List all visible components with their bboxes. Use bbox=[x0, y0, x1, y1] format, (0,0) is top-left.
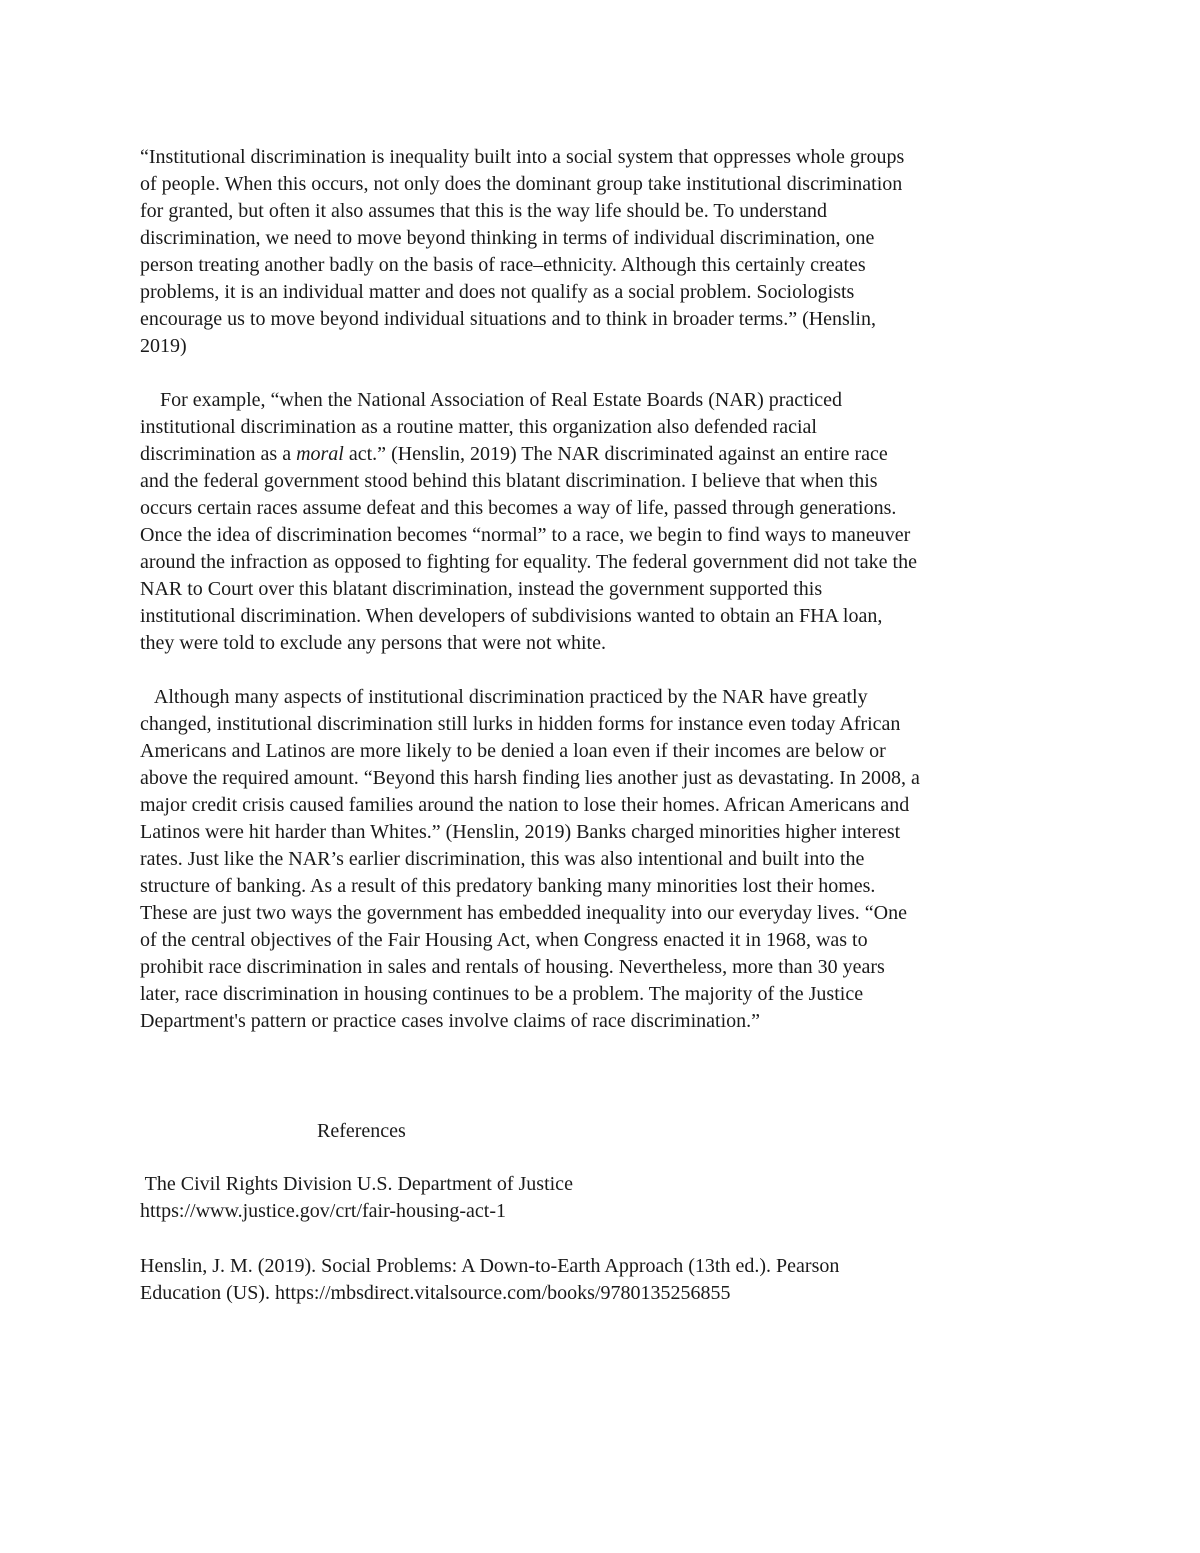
paragraph-line: around the infraction as opposed to fighting for equality. The federal government did not take the bbox=[140, 551, 917, 573]
paragraph-line: rates. Just like the NAR’s earlier discrimination, this was also intentional and built into the bbox=[140, 848, 865, 870]
reference-url[interactable]: https://www.justice.gov/crt/fair-housing-act-1 bbox=[140, 1200, 506, 1222]
paragraph-line: Department's pattern or practice cases involve claims of race discrimination.” bbox=[140, 1010, 761, 1032]
paragraph-line: later, race discrimination in housing continues to be a problem. The majority of the Justice bbox=[140, 983, 864, 1005]
paragraph-line: person treating another badly on the basis of race–ethnicity. Although this certainly creates bbox=[140, 254, 866, 276]
paragraph-line: problems, it is an individual matter and does not qualify as a social problem. Sociologists bbox=[140, 281, 855, 303]
text-segment: discrimination as a bbox=[140, 443, 297, 465]
reference-line: The Civil Rights Division U.S. Department of Justice bbox=[140, 1173, 573, 1195]
paragraph-line: major credit crisis caused families around the nation to lose their homes. African Americans and bbox=[140, 794, 910, 816]
paragraph-line: encourage us to move beyond individual situations and to think in broader terms.” (Henslin, bbox=[140, 308, 876, 330]
italic-word: moral bbox=[296, 443, 344, 465]
reference-line-with-url[interactable]: Education (US). https://mbsdirect.vitalsource.com/books/9780135256855 bbox=[140, 1282, 731, 1304]
paragraph-line: changed, institutional discrimination still lurks in hidden forms for instance even today African bbox=[140, 713, 901, 735]
reference-line: Henslin, J. M. (2019). Social Problems: A Down-to-Earth Approach (13th ed.). Pearson bbox=[140, 1255, 840, 1277]
paragraph-hidden-discrimination bbox=[140, 684, 1062, 1035]
paragraph-institutional-definition bbox=[140, 144, 1062, 360]
references-heading: References bbox=[317, 1120, 406, 1142]
paragraph-line bbox=[140, 441, 1062, 468]
paragraph-line: These are just two ways the government has embedded inequality into our everyday lives. “One bbox=[140, 902, 907, 924]
paragraph-line: structure of banking. As a result of this predatory banking many minorities lost their homes. bbox=[140, 875, 876, 897]
paragraph-line: Americans and Latinos are more likely to be denied a loan even if their incomes are below or bbox=[140, 740, 886, 762]
text-segment: act.” (Henslin, 2019) The NAR discriminated against an entire race bbox=[343, 443, 888, 465]
paragraph-line: above the required amount. “Beyond this harsh finding lies another just as devastating. In 2008, a bbox=[140, 767, 920, 789]
paragraph-line: Latinos were hit harder than Whites.” (Henslin, 2019) Banks charged minorities higher interest bbox=[140, 821, 901, 843]
paragraph-line: NAR to Court over this blatant discrimination, instead the government supported this bbox=[140, 578, 823, 600]
paragraph-line: of people. When this occurs, not only does the dominant group take institutional discrimination bbox=[140, 173, 903, 195]
paragraph-line: institutional discrimination as a routine matter, this organization also defended racial bbox=[140, 416, 817, 438]
paragraph-line: Once the idea of discrimination becomes “normal” to a race, we begin to find ways to maneuver bbox=[140, 524, 911, 546]
paragraph-line: of the central objectives of the Fair Housing Act, when Congress enacted it in 1968, was to bbox=[140, 929, 868, 951]
paragraph-line: they were told to exclude any persons that were not white. bbox=[140, 632, 606, 654]
paragraph-line: occurs certain races assume defeat and this becomes a way of life, passed through generations. bbox=[140, 497, 897, 519]
paragraph-line: 2019) bbox=[140, 335, 187, 357]
paragraph-line: discrimination, we need to move beyond thinking in terms of individual discrimination, one bbox=[140, 227, 875, 249]
paragraph-line: Although many aspects of institutional discrimination practiced by the NAR have greatly bbox=[140, 686, 868, 708]
paragraph-line: institutional discrimination. When developers of subdivisions wanted to obtain an FHA loan, bbox=[140, 605, 883, 627]
paragraph-line: and the federal government stood behind this blatant discrimination. I believe that when this bbox=[140, 470, 878, 492]
reference-henslin bbox=[140, 1253, 1062, 1307]
paragraph-line: for granted, but often it also assumes that this is the way life should be. To understand bbox=[140, 200, 827, 222]
paragraph-line: prohibit race discrimination in sales and rentals of housing. Nevertheless, more than 30 years bbox=[140, 956, 885, 978]
reference-doj bbox=[140, 1171, 1062, 1225]
paragraph-line: For example, “when the National Association of Real Estate Boards (NAR) practiced bbox=[140, 389, 843, 411]
paragraph-line: “Institutional discrimination is inequality built into a social system that oppresses whole groups bbox=[140, 146, 905, 168]
paragraph-nar-example bbox=[140, 387, 1062, 657]
